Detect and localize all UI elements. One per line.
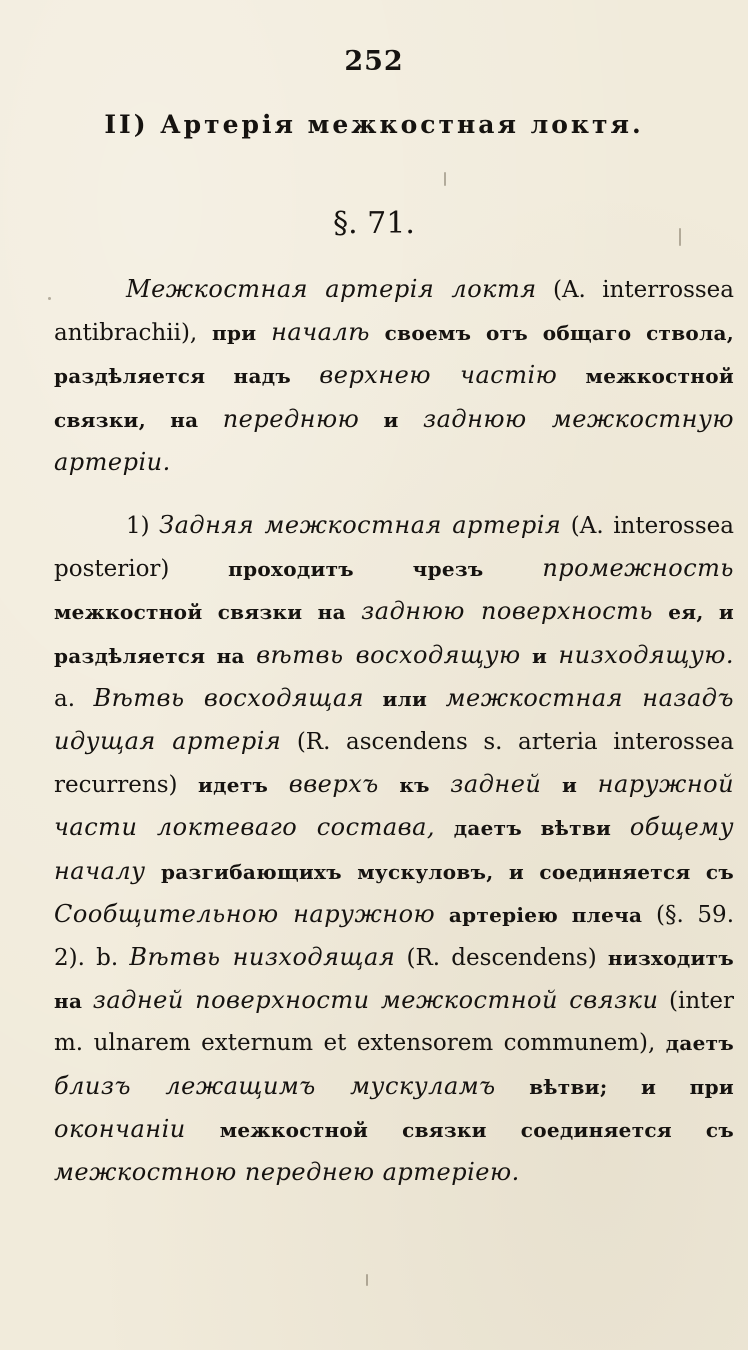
paper-speck <box>366 1274 368 1286</box>
italic-term: вѣтвь восходящую <box>256 640 521 669</box>
paper-speck <box>444 172 446 186</box>
italic-term: верхнею частію <box>319 361 558 390</box>
space <box>198 407 222 433</box>
space <box>364 686 382 712</box>
latin-name: (A. interrossea antibrachii), <box>54 277 735 347</box>
text-run: и <box>561 773 578 798</box>
text-run: (§. 59. 2). b. <box>54 901 734 972</box>
text-run: вѣтви; и при <box>529 1074 734 1099</box>
text-run: проходитъ чрезъ <box>228 557 484 582</box>
space <box>430 772 451 798</box>
latin-name: (inter m. ulnarem externum et extensorem communem), <box>54 988 734 1057</box>
italic-term: Вѣтвь восходящая <box>93 683 365 712</box>
italic-term: близъ лежащимъ мускуламъ <box>54 1071 496 1100</box>
italic-term: Задняя межкостная артерія <box>159 511 562 539</box>
italic-term: общему началу <box>54 813 735 885</box>
item-number: 1) <box>126 513 160 539</box>
paragraph-posterior-artery <box>54 504 734 1194</box>
space <box>435 815 454 841</box>
section-heading: II) Артерія межкостная локтя. <box>104 110 644 139</box>
italic-term: Вѣтвь низходящая <box>129 943 396 972</box>
space <box>291 363 319 389</box>
italic-term: наружной части локтеваго состава, <box>54 770 735 842</box>
text-run: даетъ <box>665 1031 734 1056</box>
text-run: межкостной связки, на <box>54 364 734 432</box>
space <box>359 407 383 433</box>
text-run: межкостной связки соединяется съ <box>219 1117 735 1142</box>
text-run: a. <box>54 685 94 712</box>
text-run: своемъ отъ общаго ствола, раздѣляется надъ <box>54 321 734 389</box>
text-run: низходитъ на <box>54 946 735 1014</box>
space <box>547 643 558 669</box>
text-run: идетъ <box>198 773 269 798</box>
space <box>611 815 630 841</box>
space <box>521 643 532 669</box>
italic-term: межкостная назадъ идущая артерія <box>54 683 735 756</box>
paragraph-intro <box>54 268 734 484</box>
space <box>435 902 449 928</box>
space <box>496 1074 530 1100</box>
space <box>186 1117 220 1143</box>
space <box>146 859 161 885</box>
space <box>399 407 423 433</box>
text-run: ея, и раздѣляется на <box>54 600 735 668</box>
italic-term: промежность <box>542 554 734 583</box>
paper-speck <box>679 228 681 246</box>
italic-term: межкостною переднею артеріею. <box>54 1158 520 1187</box>
space <box>653 599 668 625</box>
space <box>379 772 400 798</box>
paper-speck <box>48 297 51 300</box>
italic-term: низходящую. <box>558 640 735 669</box>
space <box>82 988 93 1014</box>
italic-term: вверхъ <box>288 770 379 799</box>
text-run: артеріею плеча <box>448 902 643 927</box>
text-run: и <box>383 407 399 432</box>
space <box>427 686 445 712</box>
italic-term: окончаніи <box>54 1114 186 1143</box>
italic-term: переднюю <box>222 404 360 433</box>
page-number: 252 <box>344 46 404 77</box>
space <box>256 320 271 346</box>
space <box>245 643 256 669</box>
text-run: и <box>531 643 548 668</box>
space <box>541 772 562 798</box>
italic-term: задней <box>450 770 542 799</box>
space <box>484 556 543 582</box>
paragraph-number: §. 71. <box>333 206 415 241</box>
italic-term: началѣ <box>271 318 370 347</box>
latin-name: (R. descendens) <box>395 945 608 972</box>
space <box>346 599 361 625</box>
text-run: къ <box>399 773 430 798</box>
text-run: даетъ вѣтви <box>453 816 612 841</box>
latin-name: (R. ascendens s. arteria interossea recurrens) <box>54 729 734 799</box>
italic-term: заднюю межкостную артеріи. <box>54 404 735 476</box>
italic-term: Сообщительною наружною <box>54 899 436 928</box>
italic-term: Межкостная артерія локтя <box>126 275 537 303</box>
space <box>268 772 289 798</box>
latin-name: (A. interossea posterior) <box>54 513 734 583</box>
italic-term: задней поверхности межкостной связки <box>92 986 659 1015</box>
space <box>577 772 598 798</box>
italic-term: заднюю поверхность <box>361 597 653 626</box>
space <box>370 320 385 346</box>
text-run: или <box>382 686 428 711</box>
space <box>557 363 585 389</box>
text-run: разгибающихъ мускуловъ, и соединяется съ <box>160 859 734 884</box>
text-run: при <box>212 321 257 346</box>
text-run: межкостной связки на <box>54 600 346 625</box>
